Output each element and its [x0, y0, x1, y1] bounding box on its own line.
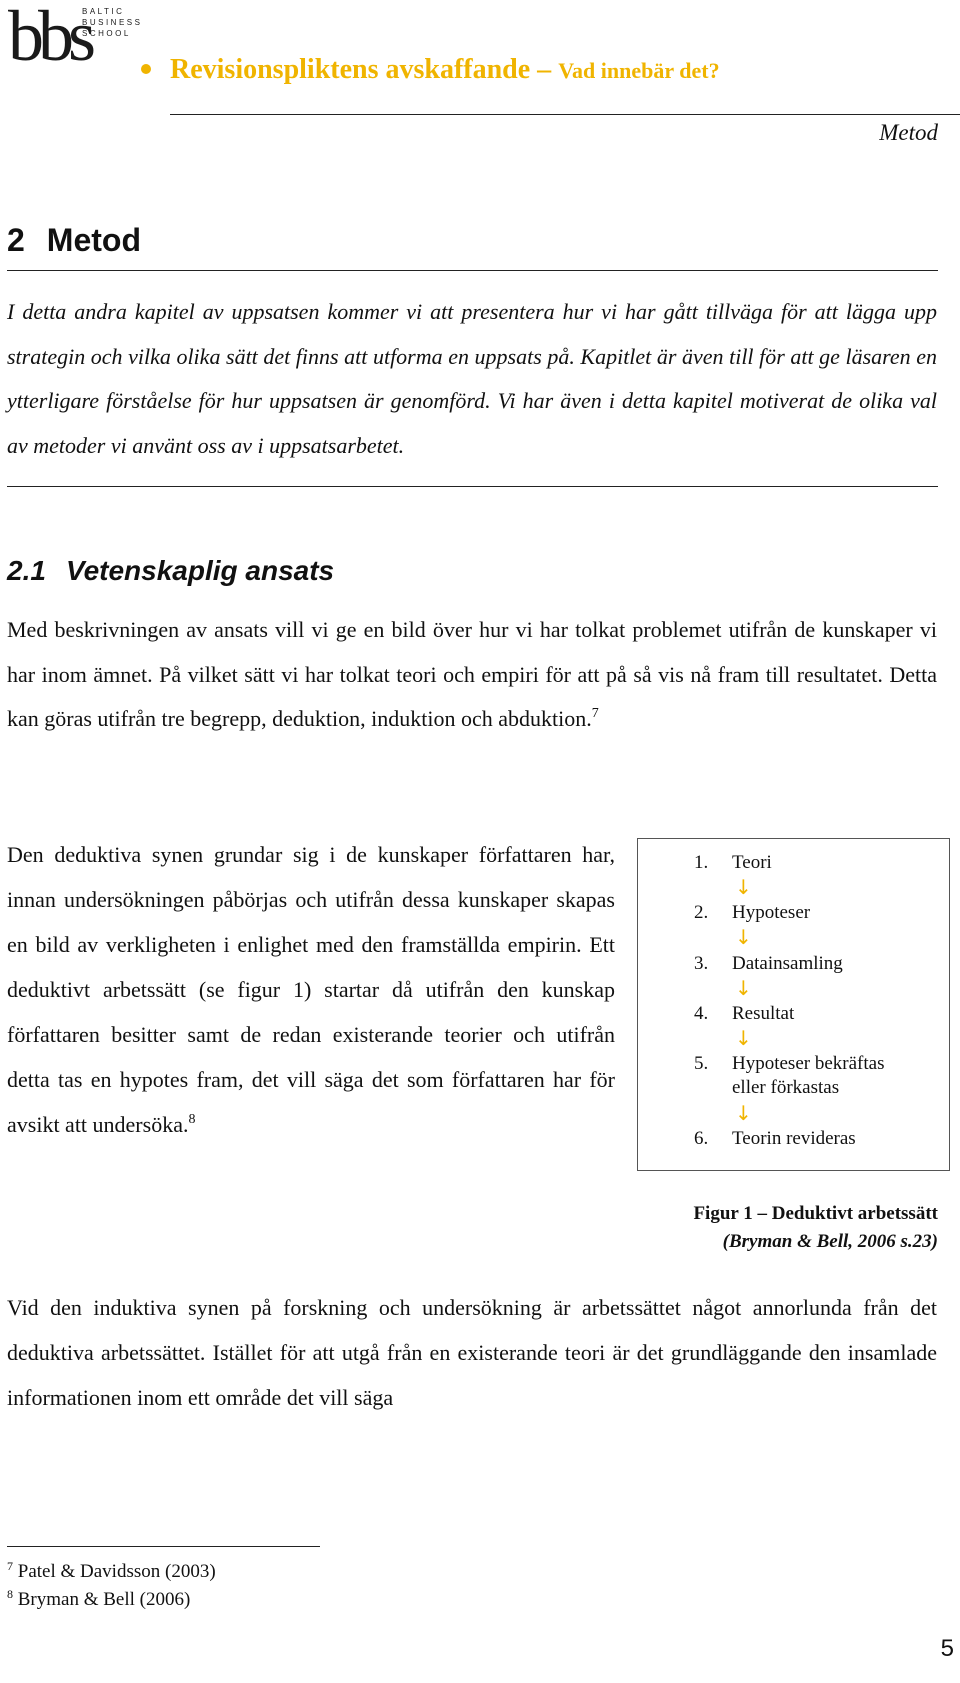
figure-step: 2. Hypoteser — [694, 902, 811, 923]
down-arrow-icon: ↓ — [735, 1026, 752, 1050]
logo-subtitle: BALTIC BUSINESS SCHOOL — [82, 7, 143, 38]
figure-step: 5. Hypoteser bekräftas eller förkastas — [694, 1053, 885, 1098]
figure-caption: Figur 1 – Deduktivt arbetssätt (Bryman & Bell, 2006 s.23) — [693, 1203, 938, 1252]
footnote: $^8$ Bryman & Bell (2006) — [7, 1587, 191, 1610]
footnotes — [7, 1558, 216, 1614]
chapter-bottom-rule — [7, 486, 938, 487]
page-number: 5 — [940, 1635, 954, 1662]
logo-wordmark: bbs — [8, 0, 91, 76]
down-arrow-icon: ↓ — [735, 976, 752, 1000]
paragraph-induktiv: Vid den induktiva synen på forskning och undersökning är arbetssättet något annorlunda från det deduktiva arbetssättet. Istället för att utgå från en existerande teori är det grundläggande den insamlade informationen inom ett område det vill säga — [7, 1295, 937, 1410]
figure-step: 4. Resultat — [694, 1003, 795, 1024]
figure-deductive-process — [637, 838, 950, 1171]
chapter-top-rule — [7, 270, 938, 271]
logo-dot-icon — [141, 64, 151, 74]
header-divider — [170, 114, 960, 115]
chapter-heading: 2 Metod — [7, 222, 141, 258]
down-arrow-icon: ↓ — [735, 925, 752, 949]
figure-step: 1. Teori — [694, 852, 772, 873]
down-arrow-icon: ↓ — [735, 875, 752, 899]
section-heading: 2.1 Vetenskaplig ansats — [7, 555, 335, 586]
footnote-ref: 7 — [591, 706, 599, 721]
footnote: $^7$ Patel & Davidsson (2003) — [7, 1559, 216, 1582]
chapter-intro: I detta andra kapitel av uppsatsen kommer vi att presentera hur vi har gått tillväga för att lägga upp strategin och vilka olika sätt det finns att utforma en uppsats på. Kapitlet är även till för att ge läsaren en ytterligare förståelse för hur uppsatsen är genomförd. Vi har även i detta kapitel motiverat de olika val av metoder vi använt oss av i uppsatsarbetet. — [7, 299, 937, 458]
bbs-logo — [8, 0, 158, 78]
paragraph-deduktiv: Den deduktiva synen grundar sig i de kunskaper författaren har, innan undersökningen påbörjas och utifrån dessa kunskaper skapas en bild av verkligheten i enlighet med den framställda empirin. Ett deduktivt arbetssätt (se figur 1) startar då utifrån den kunskap författaren besitter samt de redan existerande teorier och utifrån detta tas en hypotes fram, det vill säga det som författaren har för avsikt att undersöka.$^8$ — [7, 842, 615, 1137]
footnote-ref: 8 — [188, 1112, 196, 1127]
document-title: Revisionspliktens avskaffande – Vad innebär det? — [170, 54, 720, 85]
down-arrow-icon: ↓ — [735, 1101, 752, 1125]
paragraph-ansats: Med beskrivningen av ansats vill vi ge en bild över hur vi har tolkat problemet utifrån de kunskaper vi har inom ämnet. På vilket sätt vi har tolkat teori och empiri för att på så vis nå fram till resultatet. Detta kan göras utifrån tre begrepp, deduktion, induktion och abduktion.$^7$ — [7, 617, 937, 731]
running-head: Metod — [879, 120, 938, 145]
figure-step: 6. Teorin revideras — [694, 1128, 856, 1149]
footnote-divider — [7, 1546, 320, 1547]
figure-step: 3. Datainsamling — [694, 953, 843, 974]
